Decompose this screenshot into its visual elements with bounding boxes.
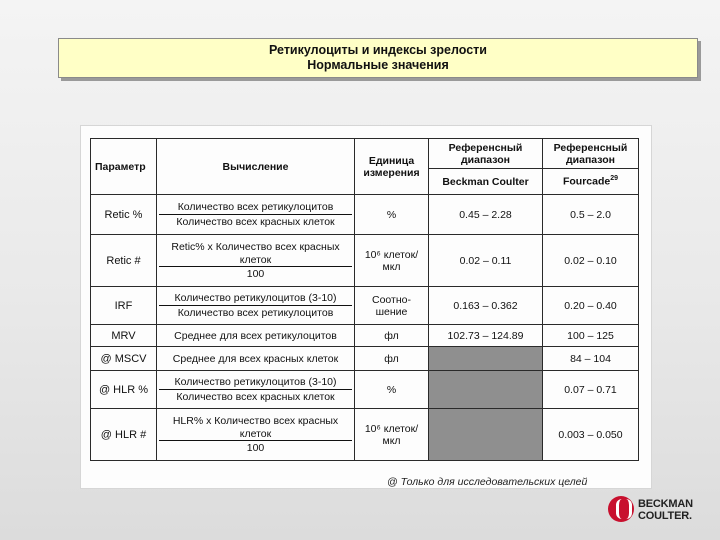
calc-numerator: HLR% x Количество всех красных xyxy=(172,415,339,427)
row-param: @ HLR % xyxy=(91,371,157,409)
calc-denominator: Количество всех красных клеток xyxy=(176,216,335,228)
row-calc xyxy=(157,287,355,325)
title-line-2: Нормальные значения xyxy=(307,58,449,72)
row-param: MRV xyxy=(91,325,157,347)
logo-mark-icon xyxy=(608,496,634,522)
row-unit: 10⁶ клеток/мкл xyxy=(355,235,429,287)
header-unit: Единица измерения xyxy=(355,139,429,195)
row-param: @ HLR # xyxy=(91,409,157,461)
row-param: Retic # xyxy=(91,235,157,287)
header-ref-f: Референсный диапазон xyxy=(543,139,639,169)
header-ref-bc: Референсный диапазон xyxy=(429,139,543,169)
row-ref-f: 0.003 – 0.050 xyxy=(543,409,639,461)
row-unit: % xyxy=(355,371,429,409)
table-row xyxy=(91,195,639,235)
header-calc: Вычисление xyxy=(157,139,355,195)
header-fourcade xyxy=(543,169,639,195)
row-calc xyxy=(157,195,355,235)
row-ref-f: 0.5 – 2.0 xyxy=(543,195,639,235)
calc-denominator: 100 xyxy=(246,268,265,280)
table-row xyxy=(91,287,639,325)
row-unit: % xyxy=(355,195,429,235)
row-unit: фл xyxy=(355,325,429,347)
table-row xyxy=(91,409,639,461)
calc-denominator: 100 xyxy=(246,442,265,454)
row-calc xyxy=(157,409,355,461)
row-ref-f: 0.07 – 0.71 xyxy=(543,371,639,409)
calc-denominator: Количество всех красных клеток xyxy=(176,391,335,403)
row-ref-f: 100 – 125 xyxy=(543,325,639,347)
row-ref-f: 0.20 – 0.40 xyxy=(543,287,639,325)
header-beckman: Beckman Coulter xyxy=(429,169,543,195)
calc-denominator: Количество всех ретикулоцитов xyxy=(177,307,334,319)
row-ref-bc: 0.45 – 2.28 xyxy=(429,195,543,235)
reference-table xyxy=(90,138,639,461)
calc-numerator-cont: клеток xyxy=(159,254,352,267)
calc-numerator: Количество всех ретикулоцитов xyxy=(159,201,352,215)
logo-text xyxy=(638,498,693,522)
row-ref-bc xyxy=(429,371,543,409)
row-ref-bc: 0.163 – 0.362 xyxy=(429,287,543,325)
row-calc xyxy=(157,235,355,287)
row-param: @ MSCV xyxy=(91,347,157,371)
table-row xyxy=(91,371,639,409)
footnote: @ Только для исследовательских целей xyxy=(387,476,588,488)
title-line-1: Ретикулоциты и индексы зрелости xyxy=(269,43,487,57)
fourcade-label: Fourcade xyxy=(562,175,611,188)
calc-numerator-cont: клеток xyxy=(159,428,352,441)
beckman-coulter-logo xyxy=(608,492,718,536)
row-ref-bc: 0.02 – 0.11 xyxy=(429,235,543,287)
row-param: Retic % xyxy=(91,195,157,235)
row-calc xyxy=(157,371,355,409)
table-row xyxy=(91,235,639,287)
row-unit: фл xyxy=(355,347,429,371)
table-row xyxy=(91,347,639,371)
table-panel xyxy=(80,125,652,489)
calc-numerator: Количество ретикулоцитов (3-10) xyxy=(159,292,352,306)
header-param: Параметр xyxy=(91,139,157,195)
title-box xyxy=(58,38,698,78)
row-param: IRF xyxy=(91,287,157,325)
row-calc: Среднее для всех красных клеток xyxy=(157,347,355,371)
row-ref-f: 0.02 – 0.10 xyxy=(543,235,639,287)
row-ref-bc xyxy=(429,347,543,371)
calc-numerator: Retic% x Количество всех красных xyxy=(171,241,340,253)
logo-line-1: BECKMAN xyxy=(638,498,693,510)
table-row xyxy=(91,325,639,347)
fourcade-ref: 29 xyxy=(610,175,619,183)
row-unit: 10⁶ клеток/мкл xyxy=(355,409,429,461)
row-ref-bc: 102.73 – 124.89 xyxy=(429,325,543,347)
logo-line-2: COULTER. xyxy=(638,510,692,522)
row-unit: Соотно-шение xyxy=(355,287,429,325)
row-ref-f: 84 – 104 xyxy=(543,347,639,371)
row-calc: Среднее для всех ретикулоцитов xyxy=(157,325,355,347)
calc-numerator: Количество ретикулоцитов (3-10) xyxy=(159,376,352,390)
row-ref-bc xyxy=(429,409,543,461)
